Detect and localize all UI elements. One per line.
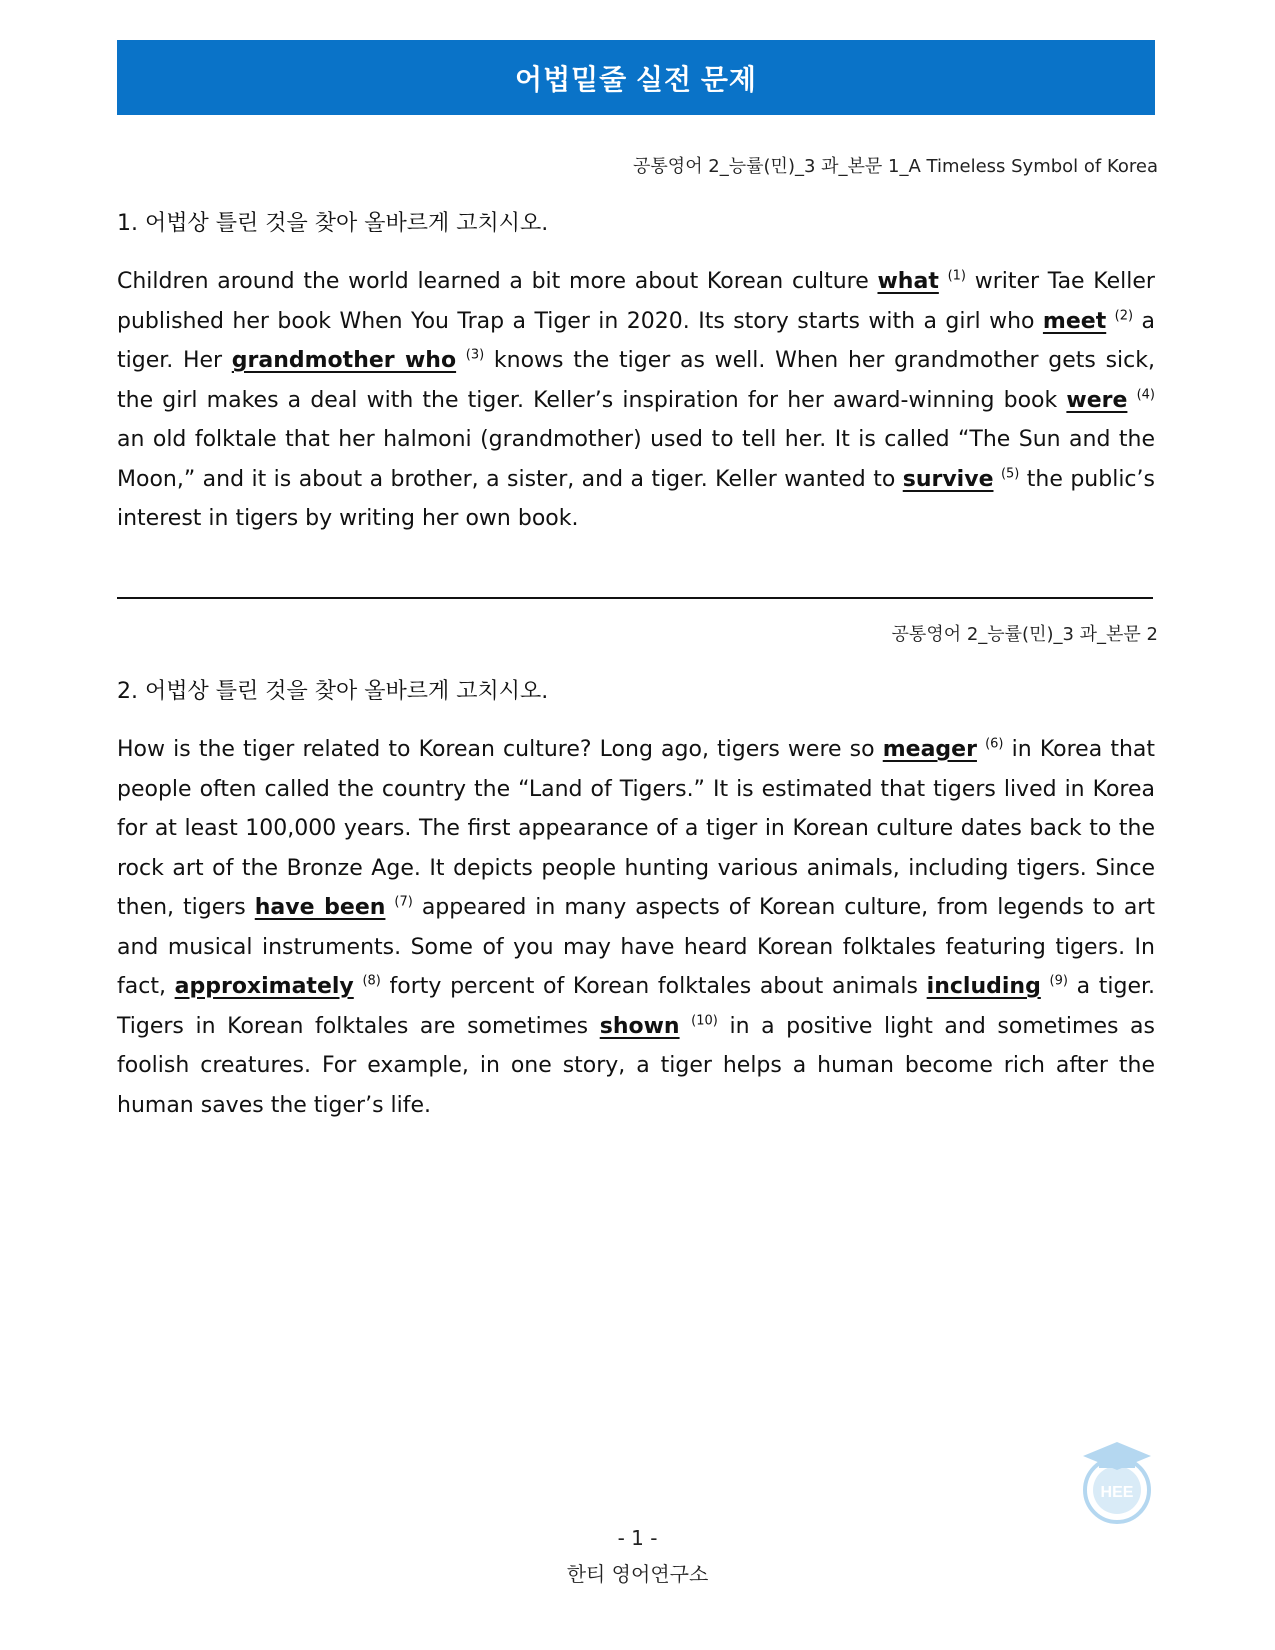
passage-text: an old folktale that her halmoni (grandmother) used to tell her. It is called “The Sun and the Moon,” and it is about a brother, a sister, and a tiger. Keller wanted to [117, 427, 1155, 492]
passage-text: How is the tiger related to Korean culture? Long ago, tigers were so [117, 737, 883, 762]
underlined-choice: grandmother who [231, 348, 457, 373]
logo-text: HEE [1100, 1484, 1134, 1501]
q2-title: 2. 어법상 틀린 것을 찾아 올바르게 고치시오. [117, 679, 549, 704]
answer-line[interactable] [117, 597, 1153, 599]
underlined-choice: including [926, 974, 1041, 999]
choice-number: (4) [1136, 387, 1155, 403]
choice-number: (6) [985, 736, 1004, 752]
underlined-choice: shown [599, 1013, 680, 1039]
q1-source: 공통영어 2_능률(민)_3 과_본문 1_A Timeless Symbol of Korea [633, 156, 1158, 177]
page-number: - 1 - [617, 1526, 658, 1550]
underlined-choice: survive [902, 466, 994, 492]
choice-number: (8) [362, 973, 381, 989]
choice-number: (1) [947, 268, 966, 284]
underlined-choice: meet [1042, 308, 1107, 334]
choice-number: (9) [1049, 973, 1068, 989]
q2-source: 공통영어 2_능률(민)_3 과_본문 2 [891, 624, 1158, 645]
page-title: 어법밑줄 실전 문제 [515, 63, 757, 95]
q1-title: 1. 어법상 틀린 것을 찾아 올바르게 고치시오. [117, 211, 549, 236]
passage-text: a tiger. Tigers in Korean folktales are sometimes [117, 974, 1155, 1039]
q2-passage [117, 730, 1155, 1125]
q1-passage [117, 262, 1155, 539]
underlined-choice: have been [254, 895, 386, 920]
institute-name: 한티 영어연구소 [566, 1562, 709, 1586]
underlined-choice: approximately [174, 974, 354, 999]
passage-text: appeared in many aspects of Korean culture, from legends to art and musical instruments. Some of you may have heard Korean folktales featuring tigers. In fact, [117, 895, 1155, 999]
choice-number: (3) [465, 347, 485, 363]
choice-number: (2) [1114, 308, 1134, 324]
title-banner [117, 40, 1155, 115]
passage-text: forty percent of Korean folktales about animals [380, 974, 927, 999]
choice-number: (7) [394, 894, 413, 910]
passage-text: a tiger. Her [117, 308, 1155, 373]
choice-number: (10) [691, 1013, 718, 1029]
passage-text: in a positive light and sometimes as foolish creatures. For example, in one story, a tiger helps a human become rich after the human saves the tiger’s life. [117, 1013, 1155, 1118]
passage-text: the public’s interest in tigers by writing her own book. [117, 466, 1155, 531]
choice-number: (5) [1000, 466, 1020, 482]
underlined-choice: were [1066, 387, 1128, 413]
passage-text: Children around the world learned a bit more about Korean culture [117, 269, 878, 294]
underlined-choice: what [877, 269, 939, 294]
passage-text: in Korea that people often called the country the “Land of Tigers.” It is estimated that tigers lived in Korea for at least 100,000 years. The first appearance of a tiger in Korean culture dates back to the rock art of the Bronze Age. It depicts people hunting various animals, including tigers. Since then, tigers [117, 737, 1155, 920]
passage-text: knows the tiger as well. When her grandmother gets sick, the girl makes a deal with the tiger. Keller’s inspiration for her award-winning book [117, 348, 1155, 413]
passage-text: writer Tae Keller published her book When You Trap a Tiger in 2020. Its story starts with a girl who [117, 269, 1155, 334]
hee-logo [1075, 1440, 1159, 1524]
underlined-choice: meager [882, 737, 977, 762]
